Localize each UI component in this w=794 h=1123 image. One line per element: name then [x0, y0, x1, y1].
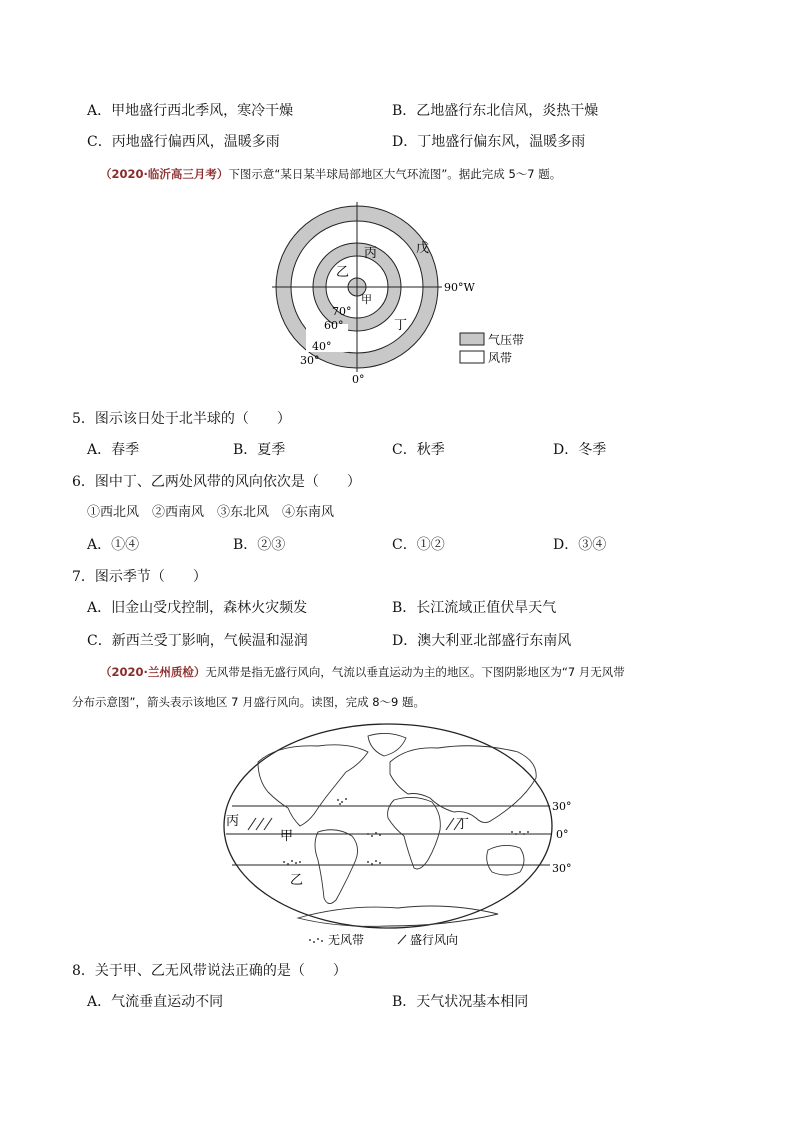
intro-2-source: （2020·兰州质检）	[100, 665, 206, 679]
q7-option-c: C．新西兰受丁影响，气候温和湿润	[87, 633, 308, 649]
circulation-diagram	[260, 190, 540, 390]
q6-stem: 6．图中丁、乙两处风带的风向依次是（ ）	[72, 474, 361, 490]
label-40: 40°	[312, 340, 332, 353]
q6-choices: ①西北风 ②西南风 ③东北风 ④东南风	[87, 505, 335, 520]
q6-option-d: D．③④	[553, 537, 607, 553]
q5-option-b: B．夏季	[233, 442, 286, 458]
label-90w: 90°W	[444, 281, 475, 294]
label-yi: 乙	[336, 265, 350, 280]
label-0: 0°	[352, 373, 365, 386]
legend-wind-dir-label: 盛行风向	[410, 933, 459, 947]
legend-pressure-swatch	[460, 333, 484, 345]
label-ding: 丁	[394, 318, 408, 333]
label-wu: 戊	[416, 241, 430, 256]
map-label-30n: 30°	[552, 800, 572, 813]
q7-option-a: A．旧金山受戊控制，森林火灾频发	[87, 600, 308, 616]
map-label-yi: 乙	[290, 873, 304, 888]
label-jia: 甲	[361, 293, 372, 306]
q5-option-c: C．秋季	[392, 442, 445, 458]
legend-wind-label: 风带	[488, 351, 513, 365]
q4-option-b: B．乙地盛行东北信风，炎热干燥	[392, 103, 599, 119]
legend-arrow-symbol	[398, 935, 406, 944]
legend-wind-swatch	[460, 351, 484, 363]
q8-option-b: B．天气状况基本相同	[392, 994, 529, 1010]
map-label-equator: 0°	[556, 828, 569, 841]
intro-2-line-2: 分布示意图”，箭头表示该地区 7 月盛行风向。读图，完成 8～9 题。	[72, 695, 426, 709]
q4-option-a: A．甲地盛行西北季风，寒冷干燥	[87, 103, 294, 119]
q7-stem: 7．图示季节（ ）	[72, 569, 207, 585]
q6-option-b: B．②③	[233, 537, 286, 553]
calm-belt-map	[218, 722, 588, 952]
q4-option-c: C．丙地盛行偏西风，温暖多雨	[87, 134, 280, 150]
map-label-bing: 丙	[226, 814, 240, 829]
q4-option-d: D．丁地盛行偏东风，温暖多雨	[392, 134, 586, 150]
legend-calm-symbol	[309, 938, 323, 943]
q6-option-a: A．①④	[87, 537, 140, 553]
q7-option-d: D．澳大利亚北部盛行东南风	[392, 633, 572, 649]
label-30: 30°	[300, 354, 320, 367]
map-label-jia: 甲	[280, 829, 294, 844]
intro-2-line-1	[100, 664, 625, 680]
legend-pressure-label: 气压带	[488, 333, 525, 347]
q6-option-c: C．①②	[392, 537, 445, 553]
label-bing: 丙	[364, 246, 378, 261]
map-label-ding: 丁	[456, 817, 470, 832]
q5-option-d: D．冬季	[553, 442, 607, 458]
map-label-30s: 30°	[552, 862, 572, 875]
q8-option-a: A．气流垂直运动不同	[87, 994, 224, 1010]
label-70: 70°	[332, 305, 352, 318]
intro-1	[100, 166, 561, 182]
intro-2-text: 无风带是指无盛行风向，气流以垂直运动为主的地区。下图阴影地区为“7 月无风带	[205, 665, 625, 679]
q5-option-a: A．春季	[87, 442, 140, 458]
legend-calm-label: 无风带	[328, 933, 365, 947]
q5-stem: 5．图示该日处于北半球的（ ）	[72, 411, 291, 427]
q7-option-b: B．长江流域正值伏旱天气	[392, 600, 557, 616]
q8-stem: 8．关于甲、乙无风带说法正确的是（ ）	[72, 963, 347, 979]
label-60: 60°	[324, 319, 344, 332]
intro-1-text: 下图示意“某日某半球局部地区大气环流图”。据此完成 5～7 题。	[228, 167, 562, 181]
intro-1-source: （2020·临沂高三月考）	[100, 167, 229, 181]
